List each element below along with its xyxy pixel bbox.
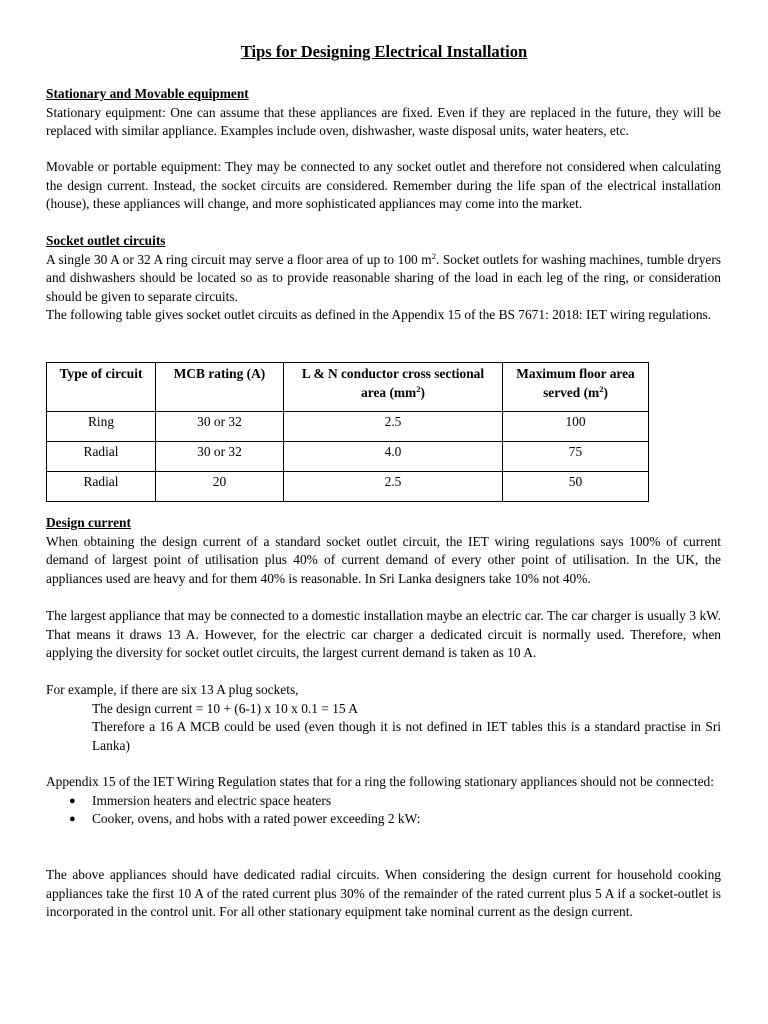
table-row (47, 472, 649, 502)
document-title: Tips for Designing Electrical Installation (240, 42, 528, 61)
list-item: ● Cooker, ovens, and hobs with a rated power exceeding 2 kW: (46, 810, 721, 829)
table-header-type: Type of circuit (47, 363, 156, 412)
table-cell-area: 4.0 (284, 442, 503, 472)
table-cell-floor: 100 (503, 412, 649, 442)
table-cell-type: Radial (47, 472, 156, 502)
table-row (47, 442, 649, 472)
table-header-conductor: L & N conductor cross sectional area $(mm^2)$ (284, 363, 503, 412)
table-cell-type: Radial (47, 442, 156, 472)
table-cell-type: Ring (47, 412, 156, 442)
appendix-block (46, 773, 721, 829)
table-cell-mcb: 30 or 32 (156, 412, 284, 442)
example-calculation: The design current = 10 + (6-1) x 10 x 0.1 = 15 A (92, 700, 358, 716)
socket-circuits-table (46, 362, 649, 502)
section-heading-socket: Socket outlet circuits (46, 233, 166, 248)
table-cell-mcb: 30 or 32 (156, 442, 284, 472)
table-cell-floor: 75 (503, 442, 649, 472)
table-header-floor-area: Maximum floor area served $(m^2)$ (503, 363, 649, 412)
table-cell-mcb: 20 (156, 472, 284, 502)
table-cell-floor: 50 (503, 472, 649, 502)
paragraph-design-current: When obtaining the design current of a standard socket outlet circuit, the IET wiring regulations says 100% of current demand of largest point of utilisation plus 40% of current demand of every other point of utilisation. In the UK, the appliances used are heavy and for them 40% is reasonable. In Sri Lanka designers take 10% not 40%. (46, 533, 721, 586)
appliance-list (46, 792, 721, 829)
paragraph-ring-circuit: A single 30 A or 32 A ring circuit may serve a floor area of up to 100 $m^2$. Socket outlets for washing machines, tumble dryers and dishwashers should be located so as to provide reasonable sharing of the load in each leg of the ring, or consideration should be given to separate circuits. (46, 250, 721, 304)
section-stationary-movable (46, 85, 721, 141)
section-heading-design-current: Design current (46, 515, 131, 530)
table-cell-area: 2.5 (284, 412, 503, 442)
table-header-mcb: MCB rating (A) (156, 363, 284, 412)
paragraph-radial-block (46, 866, 721, 922)
section-design-current (46, 514, 721, 588)
example-note: Therefore a 16 A MCB could be used (even though it is not defined in IET tables this is a standard practise in Sri Lanka) (92, 719, 721, 753)
paragraph-electric-car: The largest appliance that may be connected to a domestic installation maybe an electric car. The car charger is usually 3 kW. That means it draws 13 A. However, for the electric car charger a dedicated circuit is normally used. Therefore, when applying the diversity for socket outlet circuits, the largest current demand is taken as 10 A. (46, 608, 721, 661)
list-item: ● Immersion heaters and electric space heaters (46, 792, 721, 811)
table-cell-area: 2.5 (284, 472, 503, 502)
paragraph-stationary: Stationary equipment: One can assume that these appliances are fixed. Even if they are replaced in the future, they will be replaced with similar appliance. Examples include oven, dishwasher, waste disposal units, water heaters, etc. (46, 104, 721, 139)
paragraph-movable-block (46, 158, 721, 214)
paragraph-radial-circuits: The above appliances should have dedicated radial circuits. When considering the design current for household cooking appliances take the first 10 A of the rated current plus 30% of the remainder of the rated current plus 5 A if a socket-outlet is incorporated in the control unit. For all other stationary equipment take nominal current as the design current. (46, 867, 721, 920)
paragraph-appendix: Appendix 15 of the IET Wiring Regulation states that for a ring the following stationary appliances should not be connected: (46, 774, 714, 789)
example-intro: For example, if there are six 13 A plug sockets, (46, 682, 299, 697)
table-row (47, 412, 649, 442)
paragraph-car-block (46, 607, 721, 663)
example-block (46, 681, 721, 755)
section-heading-stationary: Stationary and Movable equipment (46, 86, 249, 101)
paragraph-table-intro: The following table gives socket outlet circuits as defined in the Appendix 15 of the BS 7671: 2018: IET wiring regulations. (46, 307, 712, 323)
table-header-row (47, 363, 649, 412)
section-socket-outlet (46, 232, 721, 325)
paragraph-movable: Movable or portable equipment: They may be connected to any socket outlet and therefore not considered when calculating the design current. Instead, the socket circuits are considered. Remember during the life span of the electrical installation (house), these appliances will change, and more sophisticated appliances may come into the market. (46, 159, 721, 212)
